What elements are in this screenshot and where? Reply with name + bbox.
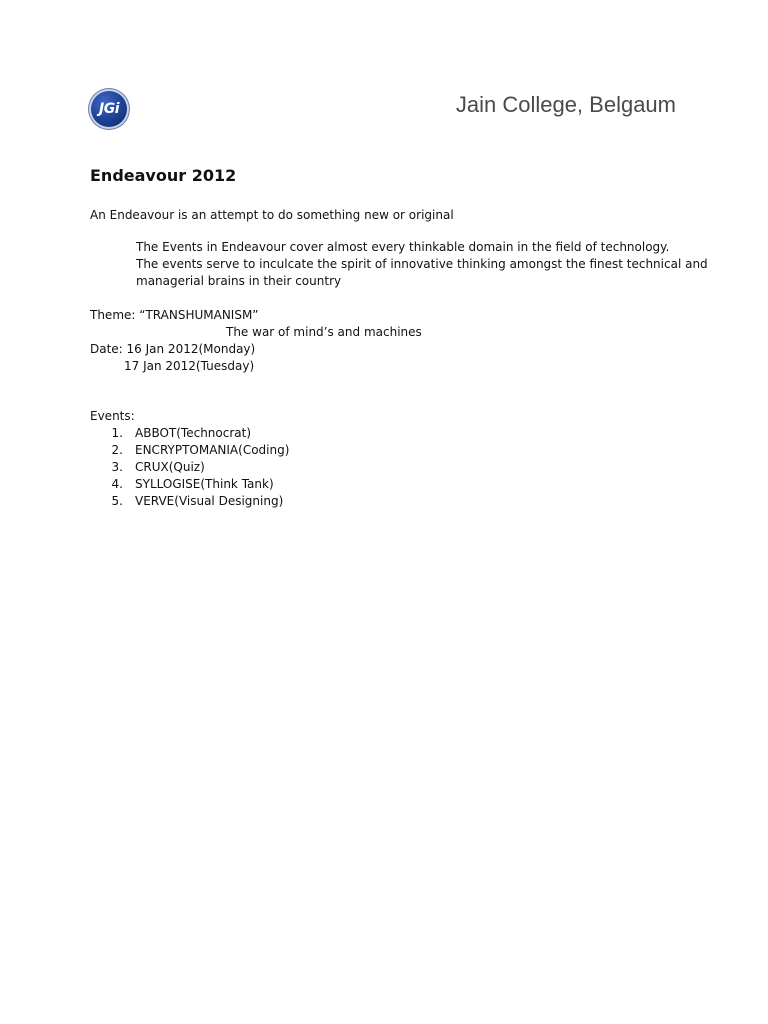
list-item-label: VERVE(Visual Designing) (135, 494, 284, 508)
events-list (90, 425, 289, 510)
theme-line: Theme: “TRANSHUMANISM” (90, 308, 259, 322)
document-title: Endeavour 2012 (90, 166, 237, 185)
list-item-label: SYLLOGISE(Think Tank) (135, 477, 274, 491)
college-name: Jain College, Belgaum (455, 92, 676, 117)
date-line-2: 17 Jan 2012(Tuesday) (124, 359, 255, 373)
list-item-label: ABBOT(Technocrat) (135, 426, 252, 440)
list-item (90, 476, 289, 493)
list-item-number: 4. (111, 477, 123, 491)
description-line: The events serve to inculcate the spirit of innovative thinking amongst the finest technical and (136, 257, 708, 271)
logo-text: JGi (99, 101, 119, 117)
events-heading: Events: (90, 409, 135, 423)
list-item (90, 442, 289, 459)
list-item (90, 459, 289, 476)
description-line: The Events in Endeavour cover almost every thinkable domain in the field of technology. (136, 240, 670, 254)
list-item (90, 493, 289, 510)
list-item-number: 3. (111, 460, 123, 474)
description-line: managerial brains in their country (136, 274, 342, 288)
intro-text: An Endeavour is an attempt to do something new or original (90, 208, 454, 222)
list-item-label: ENCRYPTOMANIA(Coding) (135, 443, 290, 457)
description-block (136, 239, 708, 290)
list-item-number: 2. (111, 443, 123, 457)
theme-subtitle: The war of mind’s and machines (226, 325, 422, 339)
date-line-1: Date: 16 Jan 2012(Monday) (90, 342, 256, 356)
list-item-number: 5. (111, 494, 123, 508)
list-item (90, 425, 289, 442)
list-item-number: 1. (111, 426, 123, 440)
college-logo (89, 89, 129, 129)
list-item-label: CRUX(Quiz) (135, 460, 205, 474)
